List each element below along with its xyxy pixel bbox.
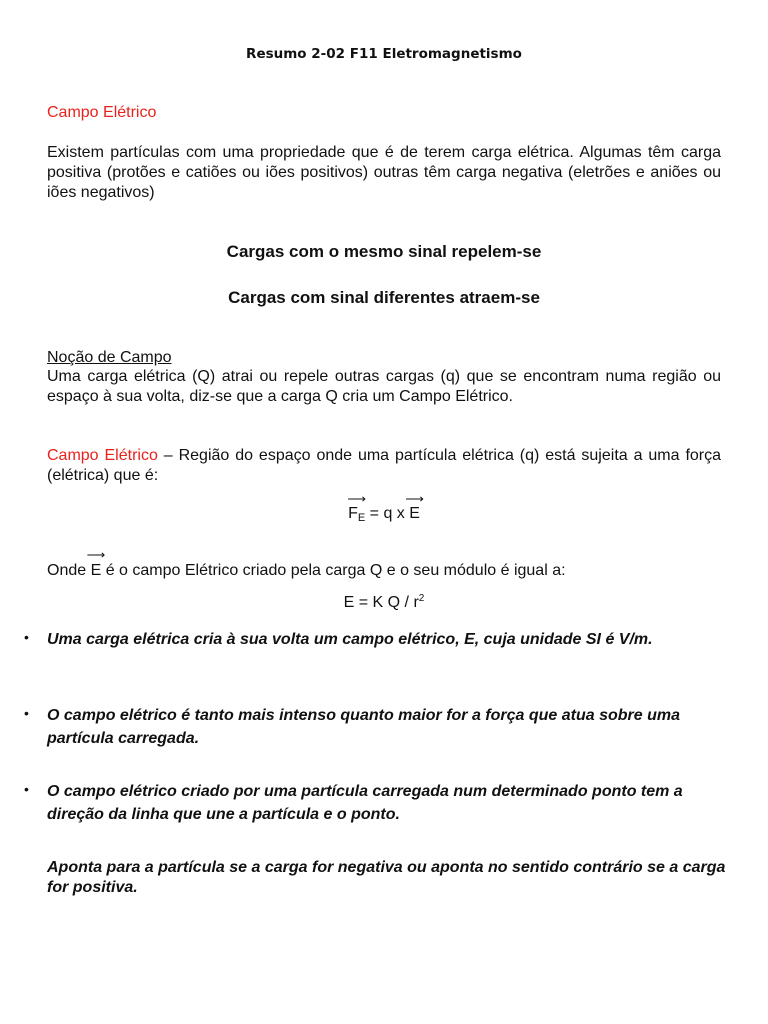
force-formula: ⟶ FE = q x ⟶ E xyxy=(347,491,424,524)
force-subscript: E xyxy=(357,512,366,524)
force-vector: ⟶ FE xyxy=(347,491,366,524)
bullet-marker: • xyxy=(24,781,29,797)
vector-arrow-icon: ⟶ xyxy=(405,491,424,506)
intro-paragraph: Existem partículas com uma propriedade que é de terem carga elétrica. Algumas têm carga positiva (protões e catiões ou iões positivos) outras têm carga negativa (eletrões e aniões ou iões negativos) xyxy=(47,144,721,201)
vector-arrow-icon: ⟶ xyxy=(86,547,106,562)
document-title: Resumo 2-02 F11 Eletromagnetismo xyxy=(246,46,522,62)
section-title-campo-eletrico: Campo Elétrico xyxy=(47,104,157,121)
field-magnitude-formula: E = K Q / $r^2$ xyxy=(343,593,425,611)
definition-text: – Região do espaço onde uma partícula elétrica (q) está sujeita a uma força (elétrica) que é: xyxy=(47,447,722,484)
nocao-title: Noção de Campo xyxy=(47,349,172,366)
field-vector: ⟶ E xyxy=(405,491,424,522)
field-vector-inline: ⟶ E xyxy=(86,547,106,579)
bullet-marker: • xyxy=(24,705,29,721)
onde-paragraph: Onde ⟶ E é o campo Elétrico criado pela carga Q e o seu módulo é igual a: xyxy=(47,547,566,579)
heading-atraem: Cargas com sinal diferentes atraem-se xyxy=(228,288,540,307)
vector-arrow-icon: ⟶ xyxy=(347,491,366,506)
definition-paragraph xyxy=(47,446,721,486)
final-paragraph: Aponta para a partícula se a carga for negativa ou aponta no sentido contrário se a carga for positiva. xyxy=(47,859,726,896)
bullet-item-direction: O campo elétrico criado por uma partícula carregada num determinado ponto tem a direção da linha que une a partícula e o ponto. xyxy=(47,783,683,823)
bullet-item-intensity: O campo elétrico é tanto mais intenso quanto maior for a força que atua sobre uma partícula carregada. xyxy=(47,707,681,747)
bullet-item-unit: Uma carga elétrica cria à sua volta um campo elétrico, E, cuja unidade SI é V/m. xyxy=(47,631,653,648)
nocao-paragraph: Uma carga elétrica (Q) atrai ou repele outras cargas (q) que se encontram numa região ou espaço à sua volta, diz-se que a carga Q cria um Campo Elétrico. xyxy=(47,368,721,405)
definition-term: Campo Elétrico xyxy=(47,447,158,464)
bullet-marker: • xyxy=(24,629,29,645)
exponent: 2 xyxy=(418,593,425,604)
heading-repelem: Cargas com o mesmo sinal repelem-se xyxy=(226,242,542,261)
